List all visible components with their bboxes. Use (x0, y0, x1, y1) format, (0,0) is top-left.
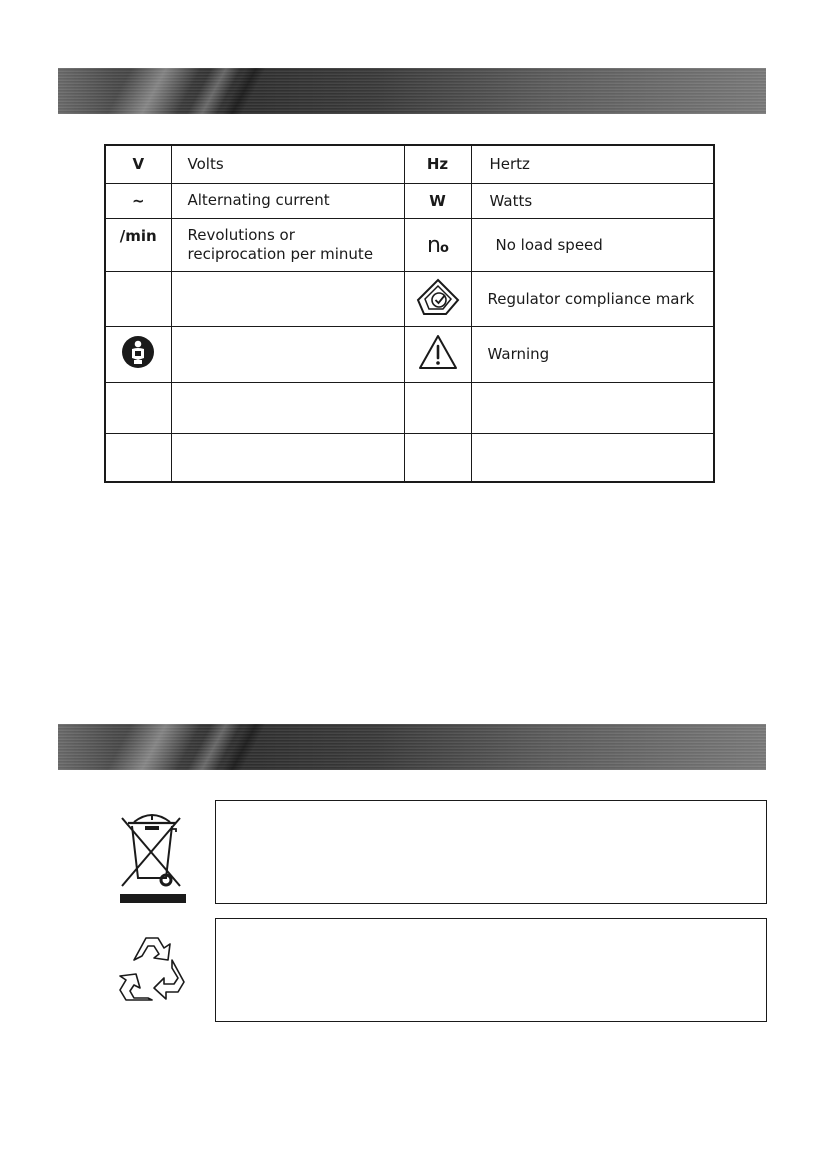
label-revolutions-line2: reciprocation per minute (187, 245, 374, 264)
empty-cell (171, 272, 404, 326)
label-watts: Watts (471, 183, 714, 218)
empty-cell (404, 382, 471, 433)
warning-triangle-icon (404, 326, 471, 382)
empty-cell (105, 272, 171, 326)
label-warning: Warning (471, 326, 714, 382)
section-header-banner-bottom (58, 724, 766, 770)
table-row (105, 218, 714, 271)
table-row (105, 272, 714, 326)
symbol-alternating-current: ~ (105, 183, 171, 218)
label-hertz: Hertz (471, 145, 714, 183)
table-row (105, 434, 714, 482)
table-row (105, 183, 714, 218)
empty-cell (105, 434, 171, 482)
empty-cell (171, 326, 404, 382)
label-alternating-current: Alternating current (171, 183, 404, 218)
symbols-table (104, 144, 715, 483)
rcm-compliance-icon (404, 272, 471, 326)
empty-cell (404, 434, 471, 482)
table-row (105, 382, 714, 433)
symbol-no-load-speed: no (404, 218, 471, 271)
table-row (105, 145, 714, 183)
symbol-watts: W (404, 183, 471, 218)
empty-cell (471, 434, 714, 482)
label-regulator-compliance: Regulator compliance mark (471, 272, 714, 326)
recycling-notice-box (215, 918, 767, 1022)
crossed-out-bin-icon (112, 806, 192, 910)
symbol-volts: V (105, 145, 171, 183)
empty-cell (171, 434, 404, 482)
empty-cell (471, 382, 714, 433)
recycle-icon (108, 930, 194, 1014)
label-revolutions-line1: Revolutions or (187, 226, 295, 245)
weee-disposal-notice-box (215, 800, 767, 904)
empty-cell (105, 382, 171, 433)
label-no-load-speed: No load speed (471, 218, 714, 271)
label-revolutions (171, 218, 404, 271)
symbol-per-minute: /min (105, 218, 171, 271)
table-row (105, 326, 714, 382)
read-manual-icon (105, 326, 171, 382)
label-volts: Volts (171, 145, 404, 183)
symbol-hertz: Hz (404, 145, 471, 183)
empty-cell (171, 382, 404, 433)
section-header-banner-top (58, 68, 766, 114)
